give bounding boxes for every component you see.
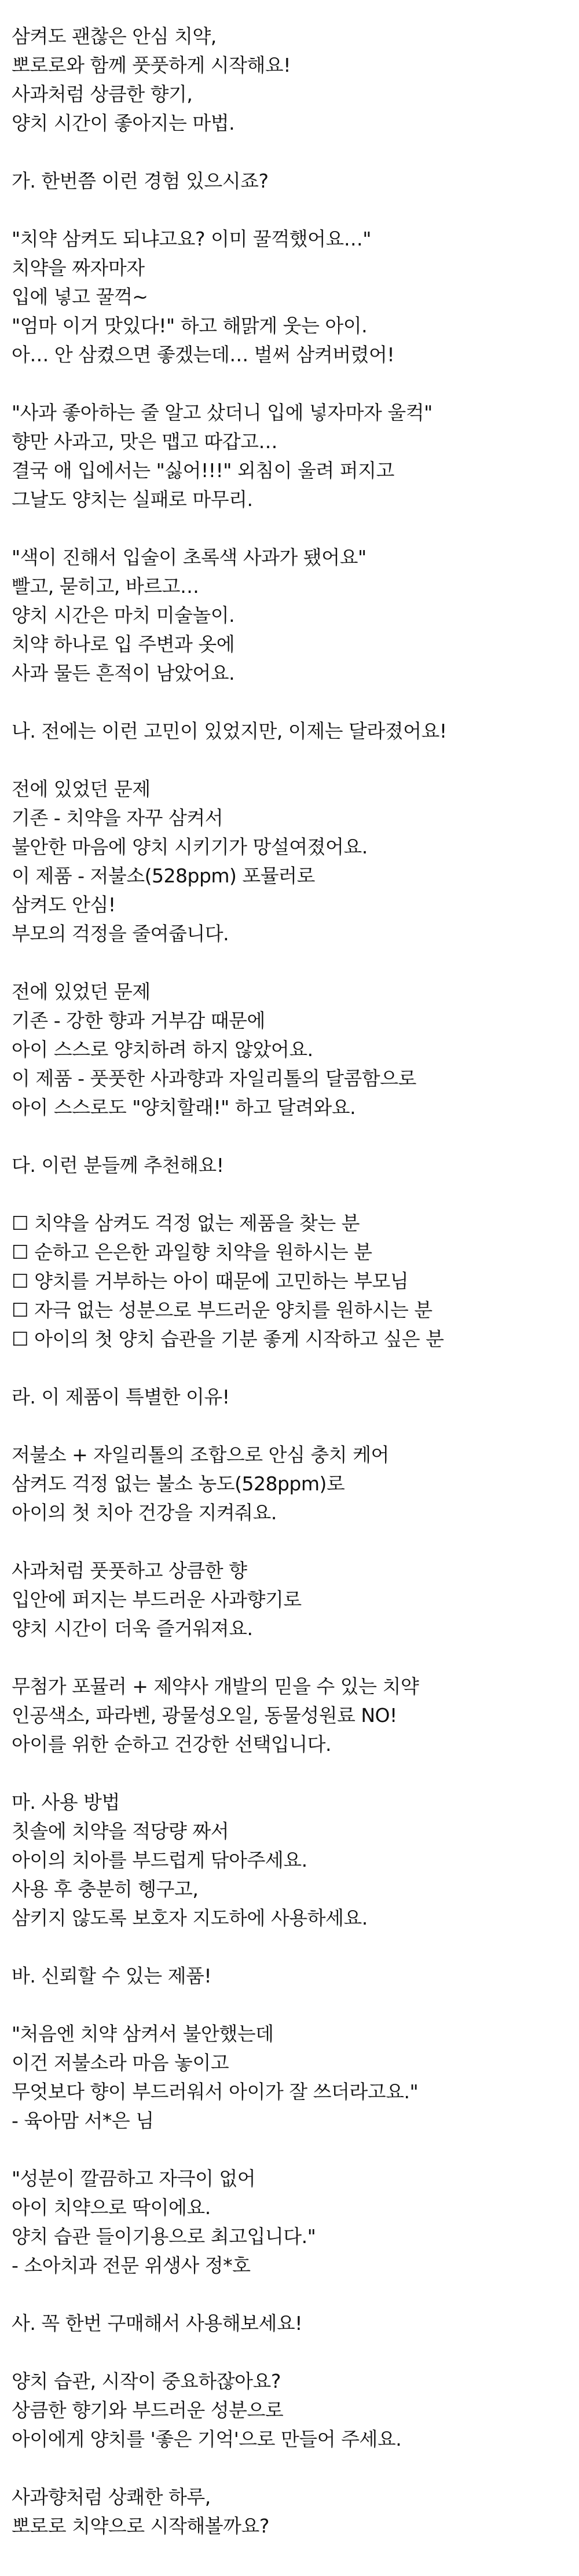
paragraph [12,1383,579,1412]
paragraph-gap [12,1991,579,2020]
paragraph-gap [12,688,579,717]
paragraph [12,1441,579,1527]
text-line: 사과처럼 상큼한 향기, [12,83,193,105]
text-line: ☐ 자극 없는 성분으로 부드러운 양치를 원하시는 분 [12,1299,433,1321]
paragraph [12,1209,579,1354]
paragraph [12,1672,579,1759]
text-line: 그날도 양치는 실패로 마무리. [12,488,253,511]
text-line: 양치 시간은 마치 미술놀이. [12,604,235,626]
paragraph-gap [12,1180,579,1209]
paragraph-gap [12,196,579,225]
paragraph-gap [12,2338,579,2367]
text-line: 아이 치약으로 딱이에요. [12,2196,211,2219]
paragraph [12,1556,579,1643]
text-line: 사. 꼭 한번 구매해서 사용해보세요! [12,2312,302,2335]
text-line: 사과 물든 흔적이 남았어요. [12,662,235,684]
paragraph-gap [12,1354,579,1383]
paragraph [12,225,579,369]
text-line: 부모의 걱정을 줄여줍니다. [12,922,229,945]
paragraph [12,2367,579,2454]
text-line: 치약을 짜자마자 [12,256,145,279]
text-line: 양치 습관 들이기용으로 최고입니다." [12,2225,316,2248]
text-line: 양치 습관, 시작이 중요하잖아요? [12,2370,281,2392]
text-line: "치약 삼켜도 되냐고요? 이미 꿀꺽했어요…" [12,228,371,250]
paragraph-gap [12,2280,579,2309]
text-line: 아이를 위한 순하고 건강한 선택입니다. [12,1733,331,1756]
text-line: "색이 진해서 입술이 초록색 사과가 됐어요" [12,546,367,569]
paragraph-gap [12,948,579,977]
text-line: 삼키지 않도록 보호자 지도하에 사용하세요. [12,1907,368,1929]
text-line: - 소아치과 전문 위생사 정*호 [12,2254,251,2277]
text-line: ☐ 아이의 첫 양치 습관을 기분 좋게 시작하고 싶은 분 [12,1328,444,1350]
text-line: ☐ 치약을 삼켜도 걱정 없는 제품을 찾는 분 [12,1212,360,1234]
text-line: 저불소 + 자일리톨의 조합으로 안심 충치 케어 [12,1443,389,1466]
text-line: 이건 저불소라 마음 놓이고 [12,2051,229,2074]
paragraph [12,1151,579,1180]
paragraph-gap [12,1412,579,1441]
text-line: 불안한 마음에 양치 시키기가 망설여졌어요. [12,836,368,858]
text-line: 라. 이 제품이 특별한 이유! [12,1386,230,1408]
paragraph-gap [12,1122,579,1151]
text-line: 바. 신뢰할 수 있는 제품! [12,1965,212,1987]
text-line: 입안에 퍼지는 부드러운 사과향기로 [12,1588,302,1611]
text-line: 가. 한번쯤 이런 경험 있으시죠? [12,170,269,192]
text-line: ☐ 양치를 거부하는 아이 때문에 고민하는 부모님 [12,1270,409,1292]
text-line: "엄마 이거 맛있다!" 하고 해맑게 웃는 아이. [12,314,368,337]
paragraph-gap [12,2454,579,2483]
text-line: 입에 넣고 꿀꺽~ [12,285,148,308]
text-line: 무엇보다 향이 부드러워서 아이가 잘 쓰더라고요." [12,2080,419,2103]
text-line: "처음엔 치약 삼켜서 불안했는데 [12,2022,274,2045]
text-line: 사과향처럼 상쾌한 하루, [12,2486,211,2508]
text-line: 이 제품 - 풋풋한 사과향과 자일리톨의 달콤함으로 [12,1067,416,1090]
text-line: 나. 전에는 이런 고민이 있었지만, 이제는 달라졌어요! [12,720,447,742]
text-line: 기존 - 치약을 자꾸 삼켜서 [12,807,223,829]
paragraph [12,22,579,138]
paragraph [12,775,579,948]
paragraph-gap [12,138,579,167]
text-line: 전에 있었던 문제 [12,778,151,800]
text-line: 치약 하나로 입 주변과 옷에 [12,633,235,655]
text-line: "사과 좋아하는 줄 알고 샀더니 입에 넣자마자 울컥" [12,401,433,424]
text-line: ☐ 순하고 은은한 과일향 치약을 원하시는 분 [12,1241,372,1263]
paragraph-gap [12,369,579,398]
paragraph-gap [12,1643,579,1672]
text-line: 전에 있었던 문제 [12,980,151,1003]
text-line: 아이의 첫 치아 건강을 지켜줘요. [12,1501,277,1524]
text-line: 인공색소, 파라벤, 광물성오일, 동물성원료 NO! [12,1704,397,1727]
paragraph [12,1962,579,1991]
text-line: 삼켜도 괜찮은 안심 치약, [12,25,217,47]
paragraph [12,398,579,514]
text-line: 향만 사과고, 맛은 맵고 따갑고… [12,430,277,453]
text-line: 아이에게 양치를 '좋은 기억'으로 만들어 주세요. [12,2428,402,2450]
text-line: 아이의 치아를 부드럽게 닦아주세요. [12,1849,307,1871]
paragraph-gap [12,1527,579,1556]
paragraph-gap [12,514,579,543]
paragraph [12,2020,579,2135]
paragraph [12,167,579,196]
text-line: - 육아맘 서*은 님 [12,2109,154,2132]
text-line: 마. 사용 방법 [12,1791,120,1813]
paragraph [12,717,579,746]
text-line: "성분이 깔끔하고 자극이 없어 [12,2167,256,2190]
paragraph-gap [12,746,579,775]
paragraph [12,2164,579,2280]
text-line: 무첨가 포뮬러 + 제약사 개발의 믿을 수 있는 치약 [12,1675,419,1698]
paragraph [12,543,579,688]
paragraph [12,1788,579,1933]
text-line: 이 제품 - 저불소(528ppm) 포뮬러로 [12,864,315,887]
text-line: 빨고, 묻히고, 바르고… [12,575,199,598]
text-line: 결국 애 입에서는 "싫어!!!" 외침이 울려 퍼지고 [12,459,394,482]
text-line: 사용 후 충분히 헹구고, [12,1878,199,1900]
paragraph [12,977,579,1122]
text-line: 아이 스스로 양치하려 하지 않았어요. [12,1038,313,1061]
text-line: 칫솔에 치약을 적당량 짜서 [12,1820,229,1842]
text-line: 기존 - 강한 향과 거부감 때문에 [12,1009,265,1032]
text-line: 사과처럼 풋풋하고 상큼한 향 [12,1559,247,1582]
paragraph-gap [12,2135,579,2164]
text-line: 삼켜도 안심! [12,893,116,916]
paragraph-gap [12,1759,579,1788]
paragraph [12,2309,579,2338]
text-line: 뽀로로 치약으로 시작해볼까요? [12,2515,269,2537]
text-line: 뽀로로와 함께 풋풋하게 시작해요! [12,54,291,76]
text-line: 다. 이런 분들께 추천해요! [12,1154,224,1177]
text-line: 아… 안 삼켰으면 좋겠는데… 벌써 삼켜버렸어! [12,343,395,366]
text-line: 삼켜도 걱정 없는 불소 농도(528ppm)로 [12,1472,345,1495]
text-line: 상큼한 향기와 부드러운 성분으로 [12,2399,284,2421]
paragraph [12,2483,579,2541]
text-line: 아이 스스로도 "양치할래!" 하고 달려와요. [12,1096,356,1119]
text-line: 양치 시간이 더욱 즐거워져요. [12,1617,253,1640]
text-line: 양치 시간이 좋아지는 마법. [12,112,235,134]
paragraph-gap [12,1933,579,1962]
